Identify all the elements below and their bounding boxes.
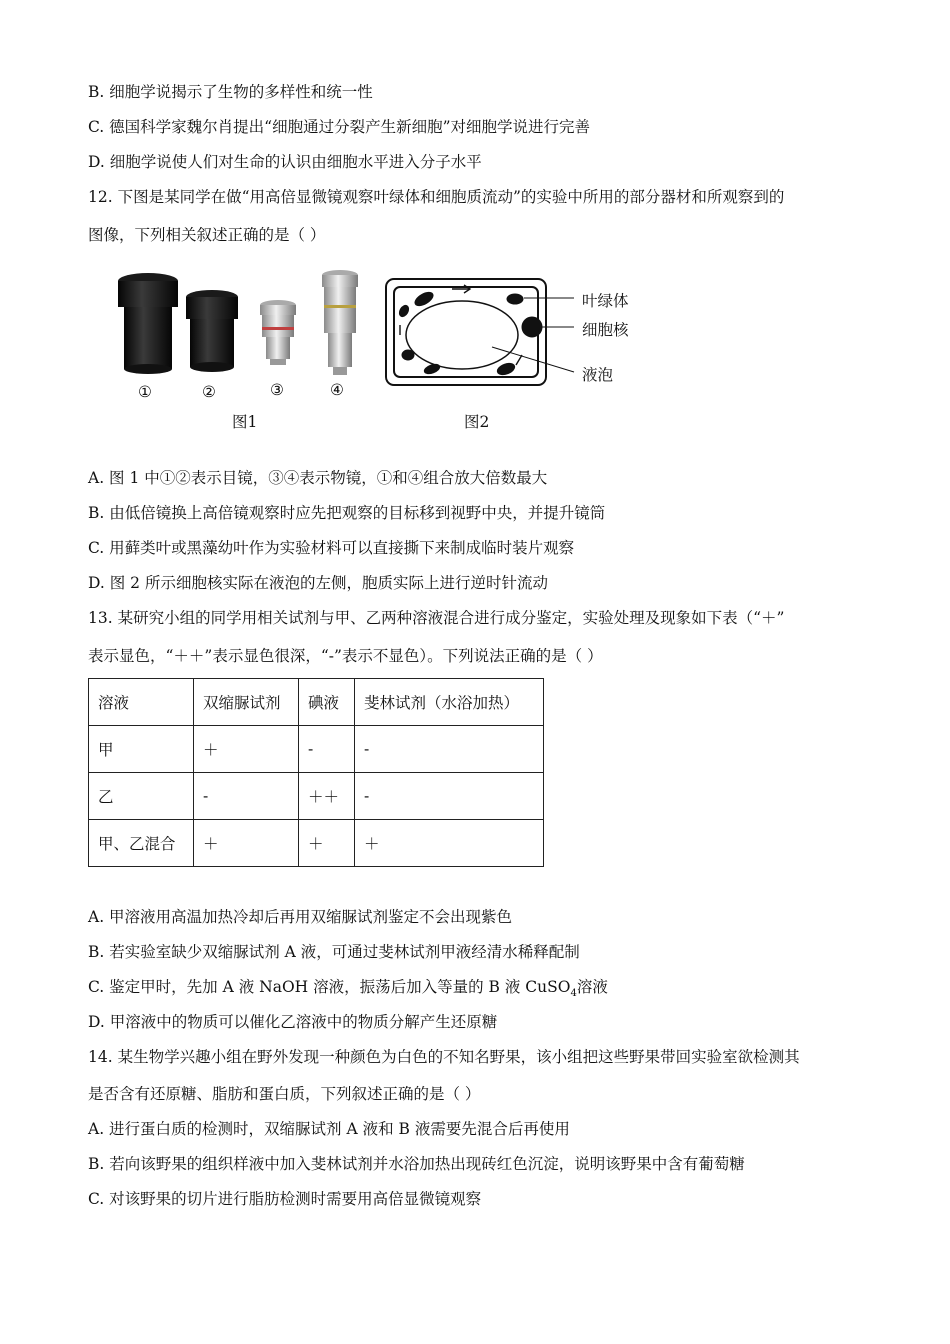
q11-option-d: D. 细胞学说使人们对生命的认识由细胞水平进入分子水平 <box>88 153 482 171</box>
table-header-cell: 斐林试剂（水浴加热） <box>355 679 544 726</box>
table-header-cell: 双缩脲试剂 <box>194 679 299 726</box>
table-cell: ＋ <box>194 726 299 773</box>
table-cell: 甲、乙混合 <box>89 820 194 867</box>
table-header-row <box>89 679 544 726</box>
label-vacuole: 液泡 <box>582 366 614 384</box>
plant-cell-diagram <box>386 279 574 385</box>
q11-option-c: C. 德国科学家魏尔肖提出“细胞通过分裂产生新细胞”对细胞学说进行完善 <box>88 118 591 136</box>
figure-1-caption: 图1 <box>232 413 258 431</box>
label-chloroplast: 叶绿体 <box>582 292 629 310</box>
q12-option-d: D. 图 2 所示细胞核实际在液泡的左侧，胞质实际上进行逆时针流动 <box>88 574 548 592</box>
objective-short-icon <box>260 300 296 365</box>
table-cell: ＋ <box>355 820 544 867</box>
lens-label-3: ③ <box>270 381 284 399</box>
table-cell: - <box>299 726 355 773</box>
q14-option-b: B. 若向该野果的组织样液中加入斐林试剂并水浴加热出现砖红色沉淀，说明该野果中含有葡萄糖 <box>88 1155 745 1173</box>
lens-label-4: ④ <box>330 381 344 399</box>
table-header-cell: 碘液 <box>299 679 355 726</box>
q13-option-d: D. 甲溶液中的物质可以催化乙溶液中的物质分解产生还原糖 <box>88 1013 498 1031</box>
table-header-cell: 溶液 <box>89 679 194 726</box>
q13-option-c-text: C. 鉴定甲时，先加 A 液 NaOH 溶液，振荡后加入等量的 B 液 CuSO <box>88 978 571 996</box>
q13-stem-line1: 13. 某研究小组的同学用相关试剂与甲、乙两种溶液混合进行成分鉴定，实验处理及现象如下表（“＋” <box>88 609 785 627</box>
q12-option-b: B. 由低倍镜换上高倍镜观察时应先把观察的目标移到视野中央，并提升镜筒 <box>88 504 606 522</box>
label-nucleus: 细胞核 <box>582 321 629 339</box>
q12-option-a: A. 图 1 中①②表示目镜，③④表示物镜，①和④组合放大倍数最大 <box>88 469 548 487</box>
q14-option-c: C. 对该野果的切片进行脂肪检测时需要用高倍显微镜观察 <box>88 1190 482 1208</box>
q13-option-b: B. 若实验室缺少双缩脲试剂 A 液，可通过斐林试剂甲液经清水稀释配制 <box>88 943 580 961</box>
table-cell: ＋＋ <box>299 773 355 820</box>
table-row <box>89 773 544 820</box>
q11-option-b: B. 细胞学说揭示了生物的多样性和统一性 <box>88 83 373 101</box>
q13-option-c-suffix: 溶液 <box>576 978 608 996</box>
q13-option-c-subscript: 4 <box>570 988 577 1000</box>
table-cell: ＋ <box>194 820 299 867</box>
eyepiece-1-icon <box>118 273 178 374</box>
figure-2-caption: 图2 <box>464 413 490 431</box>
reagent-table <box>88 678 544 867</box>
table-row <box>89 726 544 773</box>
q12-figure <box>112 265 672 435</box>
q12-stem-line2: 图像，下列相关叙述正确的是（ ） <box>88 226 326 244</box>
q14-stem-line1: 14. 某生物学兴趣小组在野外发现一种颜色为白色的不知名野果，该小组把这些野果带回实验室欲检测其 <box>88 1048 800 1066</box>
q14-stem-line2: 是否含有还原糖、脂肪和蛋白质，下列叙述正确的是（ ） <box>88 1085 481 1103</box>
table-cell: - <box>355 726 544 773</box>
table-cell: - <box>194 773 299 820</box>
table-cell: 乙 <box>89 773 194 820</box>
table-cell: ＋ <box>299 820 355 867</box>
lens-label-1: ① <box>138 383 152 401</box>
q12-stem-line1: 12. 下图是某同学在做“用高倍显微镜观察叶绿体和细胞质流动”的实验中所用的部分器材和所观察到的 <box>88 188 785 206</box>
table-row <box>89 820 544 867</box>
q13-option-a: A. 甲溶液用高温加热冷却后再用双缩脲试剂鉴定不会出现紫色 <box>88 908 513 926</box>
q13-stem-line2: 表示显色，“＋＋”表示显色很深，“-”表示不显色）。下列说法正确的是（ ） <box>88 647 603 665</box>
q12-option-c: C. 用藓类叶或黑藻幼叶作为实验材料可以直接撕下来制成临时装片观察 <box>88 539 575 557</box>
table-cell: - <box>355 773 544 820</box>
eyepiece-2-icon <box>186 290 238 372</box>
q14-option-a: A. 进行蛋白质的检测时，双缩脲试剂 A 液和 B 液需要先混合后再使用 <box>88 1120 570 1138</box>
q13-option-c <box>88 977 608 1004</box>
table-cell: 甲 <box>89 726 194 773</box>
objective-long-icon <box>322 270 358 375</box>
lens-label-2: ② <box>202 383 216 401</box>
